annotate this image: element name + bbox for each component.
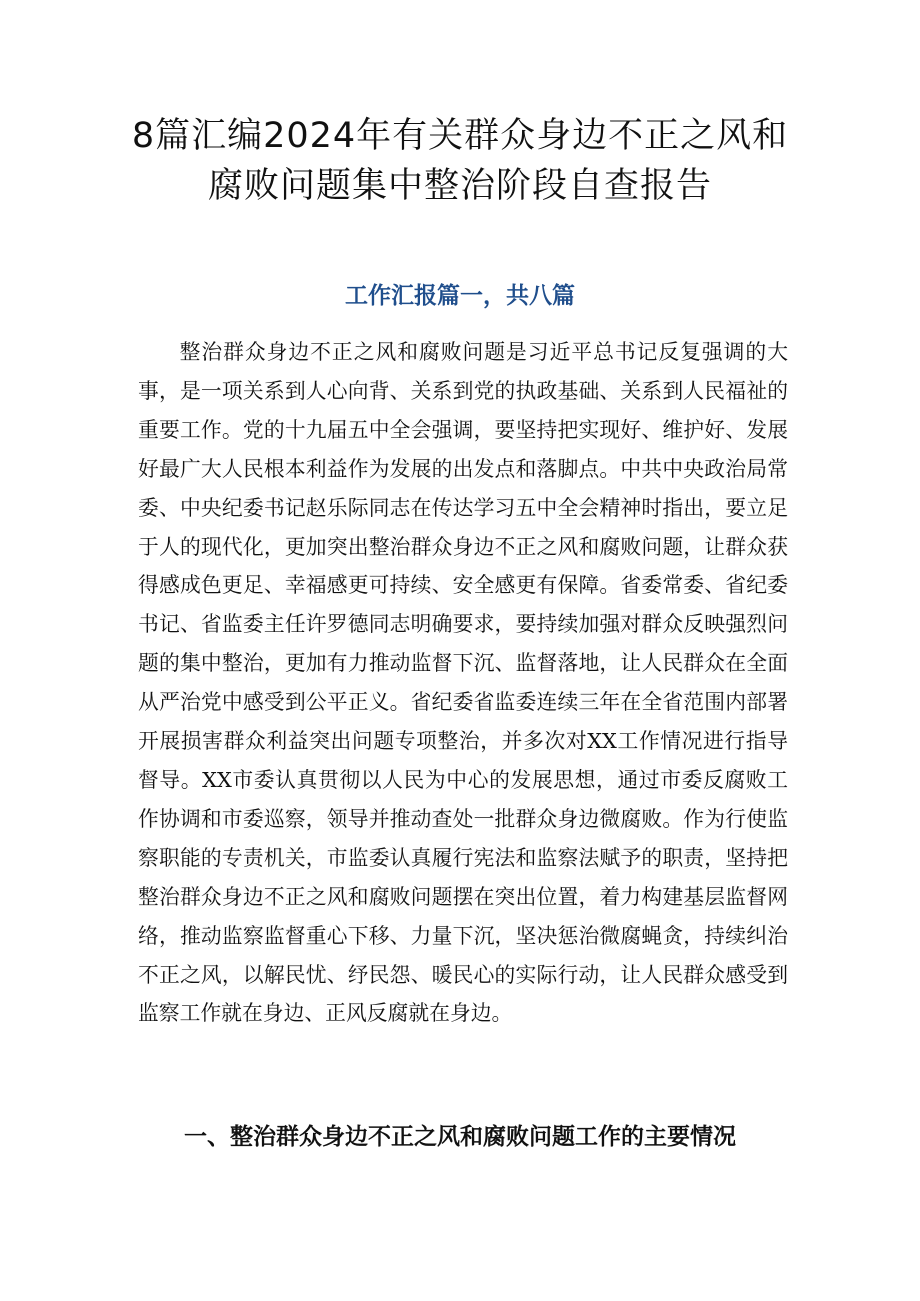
section-heading: 一、整治群众身边不正之风和腐败问题工作的主要情况 bbox=[184, 1124, 736, 1150]
document-title-line-1: 8篇汇编2024年有关群众身边不正之风和 bbox=[131, 116, 789, 156]
body-paragraph: 整治群众身边不正之风和腐败问题是习近平总书记反复强调的大事，是一项关系到人心向背、关系到党的执政基础、关系到人民福祉的重要工作。党的十九届五中全会强调，要坚持把实现好、维护好、发展好最广大人民根本利益作为发展的出发点和落脚点。中共中央政治局常委、中央纪委书记赵乐际同志在传达学习五中全会精神时指出，要立足于人的现代化，更加突出整治群众身边不正之风和腐败问题，让群众获得感成色更足、幸福感更可持续、安全感更有保障。省委常委、省纪委书记、省监委主任许罗德同志明确要求，要持续加强对群众反映强烈问题的集中整治，更加有力推动监督下沉、监督落地，让人民群众在全面从严治党中感受到公平正义。省纪委省监委连续三年在全省范围内部署开展损害群众利益突出问题专项整治，并多次对XX工作情况进行指导督导。XX市委认真贯彻以人民为中心的发展思想，通过市委反腐败工作协调和市委巡察，领导并推动查处一批群众身边微腐败。作为行使监察职能的专责机关，市监委认真履行宪法和监察法赋予的职责，坚持把整治群众身边不正之风和腐败问题摆在突出位置，着力构建基层监督网络，推动监察监督重心下移、力量下沉，坚决惩治微腐蝇贪，持续纠治不正之风，以解民忧、纾民怨、暖民心的实际行动，让人民群众感受到监察工作就在身边、正风反腐就在身边。 bbox=[138, 340, 788, 1026]
document-title-line-2: 腐败问题集中整治阶段自查报告 bbox=[207, 166, 712, 206]
section-subtitle: 工作汇报篇一，共八篇 bbox=[345, 283, 575, 309]
